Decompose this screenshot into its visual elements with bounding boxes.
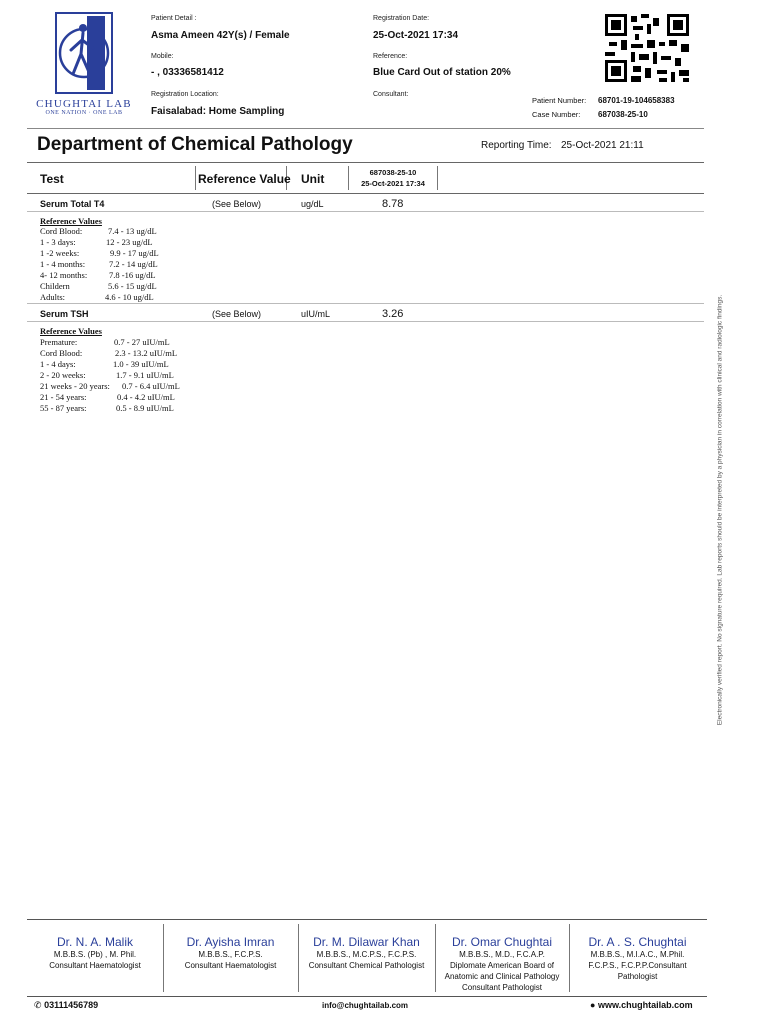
reference-value-range: 0.4 - 4.2 uIU/mL	[117, 392, 175, 402]
reference-value-row: 1 - 4 months:	[40, 259, 86, 269]
reference-value-row: Cord Blood:	[40, 348, 83, 358]
doctor-sep	[569, 924, 570, 992]
regdate-value: 25-Oct-2021 17:34	[373, 30, 459, 41]
reference-value-range: 7.2 - 14 ug/dL	[109, 259, 158, 269]
row-rule	[27, 303, 704, 304]
reference-value-row: 2 - 20 weeks:	[40, 370, 86, 380]
reference-value-range: 4.6 - 10 ug/dL	[105, 292, 154, 302]
doctor-card	[571, 935, 704, 982]
verification-note: Electronically verified report. No signature required. Lab reports should be interpreted by a physician in correlation with clinical and radiologic findings.	[716, 294, 724, 726]
row-result: 8.78	[382, 198, 404, 210]
reference-value-range: 1.7 - 9.1 uIU/mL	[116, 370, 174, 380]
phone-number: 03111456789	[44, 1000, 99, 1010]
doctor-name: Dr. N. A. Malik	[56, 935, 133, 949]
footer-phone[interactable]	[34, 1000, 98, 1011]
table-header-rule	[27, 193, 704, 194]
doctor-name: Dr. Omar Chughtai	[451, 935, 553, 949]
reference-values-title: Reference Values	[40, 216, 102, 226]
doctor-title: Consultant Pathologist	[461, 983, 543, 992]
reference-value-range: 5.6 - 15 ug/dL	[108, 281, 157, 291]
footer-website[interactable]	[590, 1000, 693, 1010]
footer-top-rule	[27, 919, 707, 920]
row-rule	[27, 321, 704, 322]
col-sep	[195, 166, 196, 190]
doctor-title: Pathologist	[617, 972, 658, 981]
row-test-name: Serum Total T4	[40, 199, 105, 209]
lab-logo	[55, 12, 113, 94]
regdate-label: Registration Date:	[373, 15, 430, 22]
header-unit: Unit	[301, 172, 325, 186]
row-reference: (See Below)	[212, 199, 262, 209]
header-case-number: 687038-25-10	[369, 168, 417, 177]
header-divider	[27, 128, 704, 129]
patient-number-value: 68701-19-104658383	[598, 96, 675, 105]
reference-value-row: Cord Blood:	[40, 226, 83, 236]
mobile-label: Mobile:	[151, 53, 174, 60]
row-test-name: Serum TSH	[40, 309, 89, 319]
doctor-name: Dr. Ayisha Imran	[186, 935, 275, 949]
col-sep	[437, 166, 438, 190]
header-test: Test	[40, 172, 64, 186]
case-number-value: 687038-25-10	[598, 110, 648, 119]
lab-tagline: ONE NATION · ONE LAB	[45, 110, 123, 116]
consultant-label: Consultant:	[373, 91, 409, 98]
patient-detail-value: Asma Ameen 42Y(s) / Female	[151, 30, 290, 41]
table-top-rule	[27, 162, 704, 163]
reference-label: Reference:	[373, 53, 408, 60]
row-reference: (See Below)	[212, 309, 262, 319]
walking-man-logo-icon	[57, 14, 111, 92]
doctor-qualification: M.B.B.S., F.C.P.S.	[198, 950, 263, 959]
doctor-card	[30, 935, 160, 971]
phone-icon: ✆	[34, 1000, 42, 1010]
reference-value-range: 9.9 - 17 ug/dL	[110, 248, 159, 258]
doctor-qualification: M.B.B.S., M.D., F.C.A.P.	[459, 950, 545, 959]
doctor-title: F.C.P.S., F.C.P.P.Consultant	[588, 961, 687, 970]
header-case-date: 25-Oct-2021 17:34	[361, 179, 425, 188]
mobile-value: - , 03336581412	[151, 67, 224, 78]
patient-number-label: Patient Number:	[532, 96, 587, 105]
reference-value-row: Adults:	[40, 292, 66, 302]
website-url: www.chughtailab.com	[597, 1000, 693, 1010]
reference-value-row: Premature:	[40, 337, 78, 347]
footer-email[interactable]: info@chughtailab.com	[322, 1001, 409, 1010]
reference-value-range: 0.7 - 6.4 uIU/mL	[122, 381, 180, 391]
location-label: Registration Location:	[151, 91, 219, 98]
reference-value-row: 1 - 4 days:	[40, 359, 76, 369]
doctor-title: Diplomate American Board of	[449, 961, 555, 970]
row-rule	[27, 211, 704, 212]
doctor-sep	[435, 924, 436, 992]
doctor-qualification: M.B.B.S. (Pb) , M. Phil.	[53, 950, 137, 959]
reference-value: Blue Card Out of station 20%	[373, 67, 511, 78]
reference-value-range: 2.3 - 13.2 uIU/mL	[115, 348, 178, 358]
row-unit: ug/dL	[301, 199, 324, 209]
reference-value-row: Childern	[40, 281, 70, 291]
reference-value-range: 7.8 -16 ug/dL	[109, 270, 156, 280]
reference-value-range: 0.7 - 27 uIU/mL	[114, 337, 170, 347]
doctor-card	[437, 935, 567, 993]
globe-icon: ●	[590, 1000, 596, 1010]
doctor-name: Dr. A . S. Chughtai	[588, 935, 687, 949]
doctor-title: Anatomic and Clinical Pathology	[444, 972, 560, 981]
reference-value-range: 0.5 - 8.9 uIU/mL	[116, 403, 174, 413]
reference-value-range: 1.0 - 39 uIU/mL	[113, 359, 169, 369]
location-value: Faisalabad: Home Sampling	[151, 106, 285, 117]
doctor-title: Consultant Haematologist	[184, 961, 277, 970]
doctor-qualification: M.B.B.S., M.I.A.C., M.Phil.	[590, 950, 685, 959]
reporting-time-label: Reporting Time:	[481, 140, 552, 151]
reference-value-range: 7.4 - 13 ug/dL	[108, 226, 157, 236]
doctor-title: Consultant Haematologist	[49, 961, 141, 970]
doctor-card	[165, 935, 296, 971]
department-title: Department of Chemical Pathology	[37, 134, 353, 155]
reference-value-row: 4- 12 months:	[40, 270, 88, 280]
lab-name: CHUGHTAI LAB	[36, 98, 132, 110]
header-reference: Reference Value	[198, 172, 291, 186]
qr-code-icon	[605, 14, 689, 87]
reference-value-range: 12 - 23 ug/dL	[106, 237, 153, 247]
reference-value-row: 55 - 87 years:	[40, 403, 87, 413]
doctor-sep	[298, 924, 299, 992]
reference-value-row: 21 weeks - 20 years:	[40, 381, 110, 391]
reference-value-row: 21 - 54 years:	[40, 392, 87, 402]
row-unit: uIU/mL	[301, 309, 331, 319]
doctor-name: Dr. M. Dilawar Khan	[313, 935, 420, 949]
patient-detail-label: Patient Detail :	[151, 15, 197, 22]
doctor-sep	[163, 924, 164, 992]
doctor-qualification: M.B.B.S., M.C.P.S., F.C.P.S.	[316, 950, 417, 959]
case-number-label: Case Number:	[532, 110, 581, 119]
reference-values-title: Reference Values	[40, 326, 102, 336]
doctor-title: Consultant Chemical Pathologist	[308, 961, 425, 970]
footer-bottom-rule	[27, 996, 707, 997]
row-result: 3.26	[382, 308, 404, 320]
doctor-card	[300, 935, 433, 971]
reference-value-row: 1 -2 weeks:	[40, 248, 80, 258]
reference-value-row: 1 - 3 days:	[40, 237, 76, 247]
reporting-time-value: 25-Oct-2021 21:11	[561, 140, 644, 151]
